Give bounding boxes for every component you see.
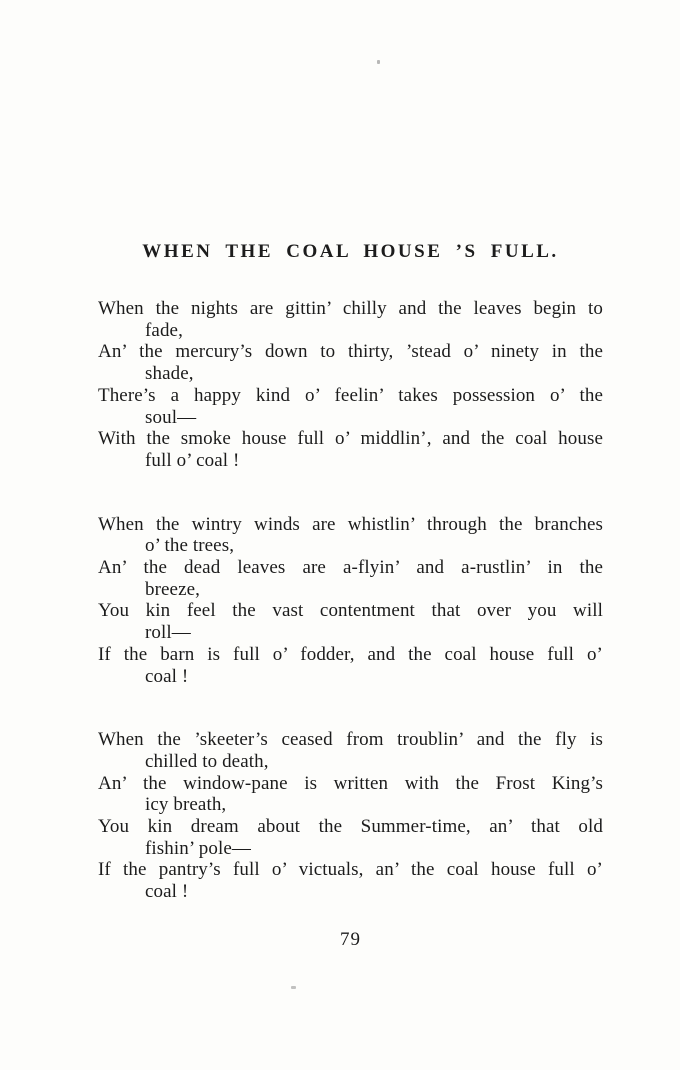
poem-line-continuation: coal !	[145, 881, 189, 903]
poem-line-continuation: chilled to death,	[145, 750, 269, 772]
poem-line: When the wintry winds are whistlin’ through the branches	[98, 513, 603, 535]
poem-line: An’ the window-pane is written with the Frost King’s	[98, 772, 603, 794]
text-block	[98, 0, 603, 951]
poem-stanzas	[98, 298, 603, 903]
poem-line-continuation: roll—	[145, 622, 191, 644]
poem-line-continuation: full o’ coal !	[145, 449, 240, 471]
stanza	[98, 729, 603, 903]
page-number: 79	[340, 928, 361, 950]
scan-artifact-dot	[291, 986, 296, 989]
poem-line: With the smoke house full o’ middlin’, and the coal house	[98, 428, 603, 450]
poem-line: If the pantry’s full o’ victuals, an’ the coal house full o’	[98, 859, 603, 881]
poem-line-continuation: fishin’ pole—	[145, 837, 251, 859]
poem-line: When the nights are gittin’ chilly and the leaves begin to	[98, 298, 603, 319]
poem-line-continuation: coal !	[145, 665, 189, 687]
poem-line-continuation: fade,	[145, 319, 183, 341]
poem-line-continuation: o’ the trees,	[145, 535, 235, 557]
poem-line-continuation: soul—	[145, 406, 197, 428]
poem-line: You kin feel the vast contentment that over you will	[98, 600, 603, 622]
poem-line: If the barn is full o’ fodder, and the coal house full o’	[98, 643, 603, 665]
poem-line-continuation: breeze,	[145, 578, 201, 600]
poem-line: An’ the mercury’s down to thirty, ’stead o’ ninety in the	[98, 341, 603, 363]
stanza	[98, 514, 603, 688]
stanza	[98, 298, 603, 472]
poem-line: When the ’skeeter’s ceased from troublin’ and the fly is	[98, 729, 603, 751]
poem-line-continuation: shade,	[145, 363, 194, 385]
poem-line: An’ the dead leaves are a-flyin’ and a-rustlin’ in the	[98, 557, 603, 579]
poem-line: You kin dream about the Summer-time, an’ that old	[98, 816, 603, 838]
poem-line: There’s a happy kind o’ feelin’ takes possession o’ the	[98, 384, 603, 406]
poem-title: WHEN THE COAL HOUSE ’S FULL.	[142, 241, 559, 262]
poem-line-continuation: icy breath,	[145, 794, 227, 816]
